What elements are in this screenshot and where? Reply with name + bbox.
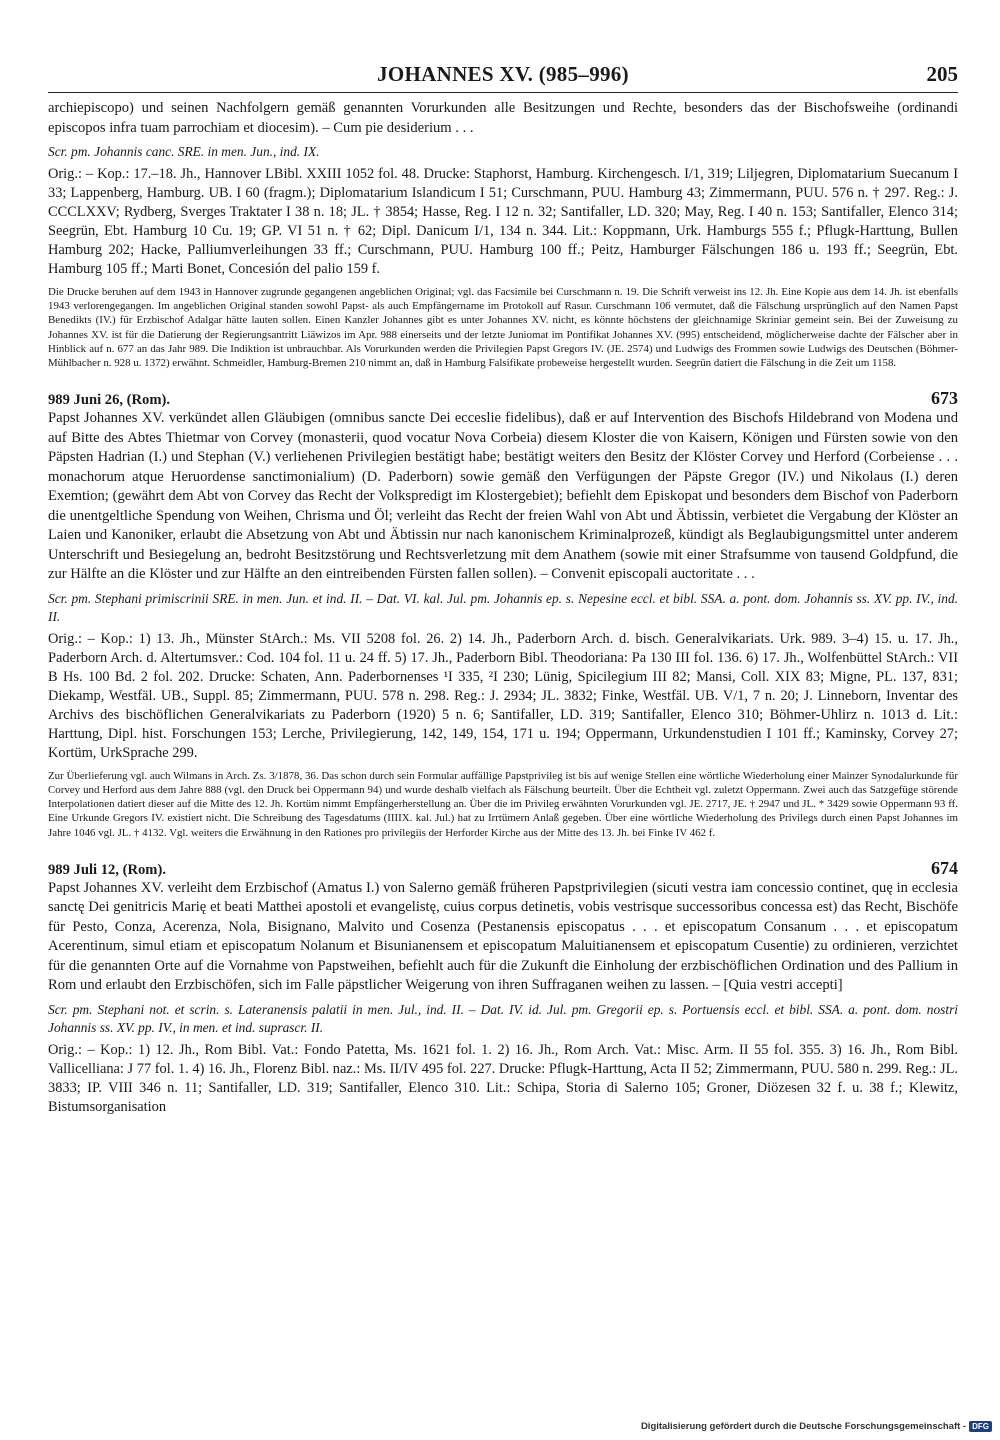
entry-text: Papst Johannes XV. verleiht dem Erzbischof (Amatus I.) von Salerno gemäß früheren Papstprivilegien (sicuti vestra iam concessio continet, quę in ecclesia sanctę Dei genitricis Marię et beati Matthei apostoli et evangelistę, cuius corpus detinetis, vobis vestrisque successoribus concessa est) das Recht, Bischöfe für Pesto, Conza, Acerenza, Nola, Bisignano, Malvito und Cosenza (Pestanensis episcopatus . . . et episcopatum Consanum . . . et episcopatum Acerentinum, simul etiam et episcopatum Nolanum et Bisunianensem et episcopatum Maluitianensem et episcopatum Cusentie) zu ordinieren, verzichtet für die genannten Orte auf die Vornahme von Papstweihen, befiehlt auch für die Zukunft die Einholung der erzbischöflichen Ordination und des Pallium in Rom und erlaubt den Erzbischöfen, sich im Falle päpstlicher Weigerung von ihren Suffraganen weihen zu lassen. – [Quia vestri accepti]: [48, 879, 958, 994]
entry-header: [48, 388, 958, 409]
continuation-text: archiepiscopo) und seinen Nachfolgern gemäß genannten Vorurkunden alle Besitzungen und Rechte, besonders das der Bischofsweihe (ordinandi episcopos infra tuam parrochiam et diocesim). – Cum pie desiderium . . .: [48, 100, 958, 136]
continuation-references: Orig.: – Kop.: 17.–18. Jh., Hannover LBibl. XXIII 1052 fol. 48. Drucke: Staphorst, Hamburg. Kirchengesch. I/1, 319; Liljegren, Diplomatarium Suecanum I 33; Lappenberg, Hamburg. UB. I 60 (fragm.); Diplomatarium Islandicum I 51; Curschmann, PUU. Hamburg 43; Zimmermann, PUU. 576 n. † 297. Reg.: J. CCCLXXV; Rydberg, Sverges Traktater I 38 n. 18; JL. † 3854; Hasse, Reg. I 12 n. 32; Santifaller, LD. 320; May, Reg. I 40 n. 153; Santifaller, Elenco 314; Seegrün, Ebt. Hamburg 10 Cu. 19; GP. VI 51 n. † 62; Dipl. Danicum I/1, 134 n. 344. Lit.: Koppmann, Urk. Hamburgs 555 f.; Pflugk-Harttung, Bullen Hamburg 202; Hacke, Palliumverleihungen 33 ff.; Curschmann, PUU. Hamburg 100 ff.; Peitz, Hamburger Fälschungen 186 u. 193 ff.; Seegrün, Ebt. Hamburg 105 ff.; Marti Bonet, Concesión del palio 159 f.: [48, 166, 958, 277]
entry-header: [48, 858, 958, 879]
entry-673: [48, 388, 958, 840]
entry-signature: Scr. pm. Stephani not. et scrin. s. Lateranensis palatii in men. Jul., ind. II. – Dat. IV. id. Jul. pm. Gregorii ep. s. Portuensis eccl. et bibl. SSA. a. pont. dom. nostri Johannis ss. XV. pp. IV., in men. et ind. suprascr. II.: [48, 1001, 958, 1035]
entry-references: Orig.: – Kop.: 1) 12. Jh., Rom Bibl. Vat.: Fondo Patetta, Ms. 1621 fol. 1. 2) 16. Jh., Rom Arch. Vat.: Misc. Arm. II 55 fol. 355. 3) 16. Jh., Rom Bibl. Vallicelliana: J 77 fol. 1. 4) 16. Jh., Florenz Bibl. naz.: Ms. II/IV 495 fol. 227. Drucke: Pflugk-Harttung, Acta II 52; Zimmermann, PUU. 580 n. 299. Reg.: JL. 3833; IP. VIII 346 n. 11; Santifaller, LD. 319; Santifaller, Elenco 310. Lit.: Schipa, Storia di Salerno 105; Groner, Diözesen 32 f. u. 38 f.; Klewitz, Bistumsorganisation: [48, 1041, 958, 1115]
dfg-logo: DFG: [969, 1421, 992, 1432]
entry-674: [48, 858, 958, 1117]
entry-number: 673: [931, 388, 958, 409]
entry-number: 674: [931, 857, 958, 878]
document-page: [48, 62, 958, 1117]
entry-note: Zur Überlieferung vgl. auch Wilmans in Arch. Zs. 3/1878, 36. Das schon durch sein Formular auffällige Papstprivileg ist bis auf wenige Stellen eine wörtliche Wiederholung einer Mainzer Synodalurkunde für Corvey und Herford aus dem Jahre 888 (vgl. den Druck bei Oppermann 94) und wurde deshalb vielfach als Fälschung beurteilt. Über die Echtheit vgl. zuletzt Oppermann. Zwei auch das Satzgefüge störende Interpolationen datiert dieser auf die Mitte des 12. Jh. Kortüm nimmt Empfängerherstellung an. Über die im Privileg erwähnten Vorurkunden vgl. JE. 2717, JE. † 2947 und JL. * 3429 sowie Oppermann 93 ff. Eine Urkunde Gregors IV. existiert nicht. Die Schreibung des Tagesdatums (IIIIX. kal. Jul.) hat zu Irrtümern Anlaß gegeben. Über eine wörtliche Wiederholung des Privilegs durch einen Papst Johannes im Jahre 1046 vgl. JL. † 4132. Vgl. weiters die Erwähnung in den Rationes pro privilegiis der Herforder Kirche aus der Mitte des 13. Jh. bei Finke IV 462 f.: [48, 769, 958, 839]
page-title: JOHANNES XV. (985–996): [377, 62, 629, 86]
continuation-signature: Scr. pm. Johannis canc. SRE. in men. Jun., ind. IX.: [48, 144, 320, 159]
entry-signature: Scr. pm. Stephani primiscrinii SRE. in men. Jun. et ind. II. – Dat. VI. kal. Jul. pm. Johannis ep. s. Nepesine eccl. et bibl. SSA. a. pont. dom. Johannis ss. XV. pp. IV., ind. II.: [48, 590, 958, 624]
continuation-note: Die Drucke beruhen auf dem 1943 in Hannover zugrunde gegangenen angeblichen Original; vgl. das Facsimile bei Curschmann n. 19. Die Schrift verweist ins 12. Jh. Eine Kopie aus dem 14. Jh. ist ebenfalls 1943 verlorengegangen. Im angeblichen Original standen sowohl Papst- als auch Empfängername im Protokoll auf Rasur. Curschmann 106 vermutet, daß die Fälschung ursprünglich auf den Namen Papst Benedikts (IV.) für Erzbischof Adalgar hätte lauten sollen. Einen Kanzler Johannes gibt es unter Johannes XV. nicht, es könnte höchstens der gleichnamige Skriniar gemeint sein. Bei der Zuweisung zu Johannes XV. ist für die Datierung der Regierungsantritt Liäwizos im Apr. 988 einerseits und der letzte Juniomat im Pontifikat Johannes XV. (995) entscheidend, möglicherweise dachte der Fälscher aber in Hinblick auf n. 677 an das Jahr 989. Die Indiktion ist unbrauchbar. Als Vorurkunden werden die Privilegien Papst Gregors IV. (JE. 2574) und Ludwigs des Frommen sowie Ludwigs des Deutschen (Böhmer-Mühlbacher n. 928 u. 1372) erwähnt. Schmeidler, Hamburg-Bremen 210 nimmt an, daß in Hamburg Falsifikate probeweise hergestellt wurden. Seegrün datiert die Fälschung in die Zeit um 1158.: [48, 286, 958, 370]
entry-text: Papst Johannes XV. verkündet allen Gläubigen (omnibus sancte Dei ecceslie fidelibus), daß er auf Intervention des Bischofs Hildebrand von Modena und auf Bitte des Abtes Thietmar von Corvey (monasterii, quod vocatur Nova Corbeia) diesem Kloster die von Kaisern, Königen und Fürsten sowie von den Päpsten Hadrian (I.) und Stephan (V.) verliehenen Privilegien bestätigt habe; bestätigt weiters den Besitz der Klöster Corvey und Herford (Corbeiense . . . monachorum atque Heruordense sanctimonialium) (D. Paderborn) sowie gemäß den Verfügungen der Päpste Gregor (IV.) und Nikolaus (I.) deren Exemtion; (gewährt dem Abt von Corvey das Recht der Volkspredigt im Klostergebiet); befiehlt dem Episkopat und besonders dem Bischof von Paderborn die unentgeltliche Spendung von Weihen, Chrisma und Öl; verleiht das Recht der freien Wahl von Abt und Äbtissin, verbietet die Vergabung der Klöster an Laien und Kanoniker, erlaubt die Absetzung von Abt und Äbtissin nur nach kanonischem Kriminalprozeß, kündigt als Beglaubigungsmittel unter anderem Unterschrift und Besiegelung an, bedroht Besitzstörung und Rechtsverletzung mit dem Anathem (sowie mit einer Strafsumme von tausend Goldpfund, die zur Hälfte an die Klöster und zur Hälfte an den eintreibenden Fürsten fallen sollen). – Convenit episcopali auctoritate . . .: [48, 410, 958, 583]
entry-references: Orig.: – Kop.: 1) 13. Jh., Münster StArch.: Ms. VII 5208 fol. 26. 2) 14. Jh., Paderborn Arch. d. bisch. Generalvikariats. Urk. 989. 3–4) 15. u. 17. Jh., Paderborn Arch. d. Altertumsver.: Cod. 104 fol. 11 u. 24 ff. 5) 17. Jh., Paderborn Bibl. Theodoriana: Pa 130 III fol. 136. 6) 17. Jh., Wolfenbüttel StArch.: VII B Hs. 100 Bd. 2 fol. 202. Drucke: Schaten, Ann. Paderbornenses ¹I 335, ²I 230; Lünig, Spicilegium III 82; Mansi, Coll. XIX 83; Migne, PL. 137, 831; Diekamp, Westfäl. UB., Suppl. 85; Zimmermann, PUU. 578 n. 298. Reg.: J. 2934; JL. 3832; Finke, Westfäl. UB. V/1, 7 n. 20; J. Linneborn, Inventar des Archivs des bischöflichen Generalvikariats zu Paderborn (1920) 5 n. 6; Santifaller, LD. 319; Santifaller, Elenco 310; Böhmer-Uhlirz n. 1013 d. Lit.: Harttung, Dipl. hist. Forschungen 153; Lerche, Privilegierung, 142, 149, 154, 171 u. 194; Oppermann, Urkundenstudien I 101 ff.; Kaminsky, Corvey 27; Kortüm, UrkSprache 299.: [48, 630, 958, 761]
digitization-footer: [641, 1421, 992, 1432]
entry-date: 989 Juli 12, (Rom).: [48, 861, 166, 878]
entry-date: 989 Juni 26, (Rom).: [48, 392, 171, 409]
footer-text: Digitalisierung gefördert durch die Deutsche Forschungsgemeinschaft -: [640, 1421, 967, 1432]
page-number: 205: [926, 62, 958, 86]
running-head: [48, 62, 958, 93]
continuation-section: [48, 99, 958, 370]
